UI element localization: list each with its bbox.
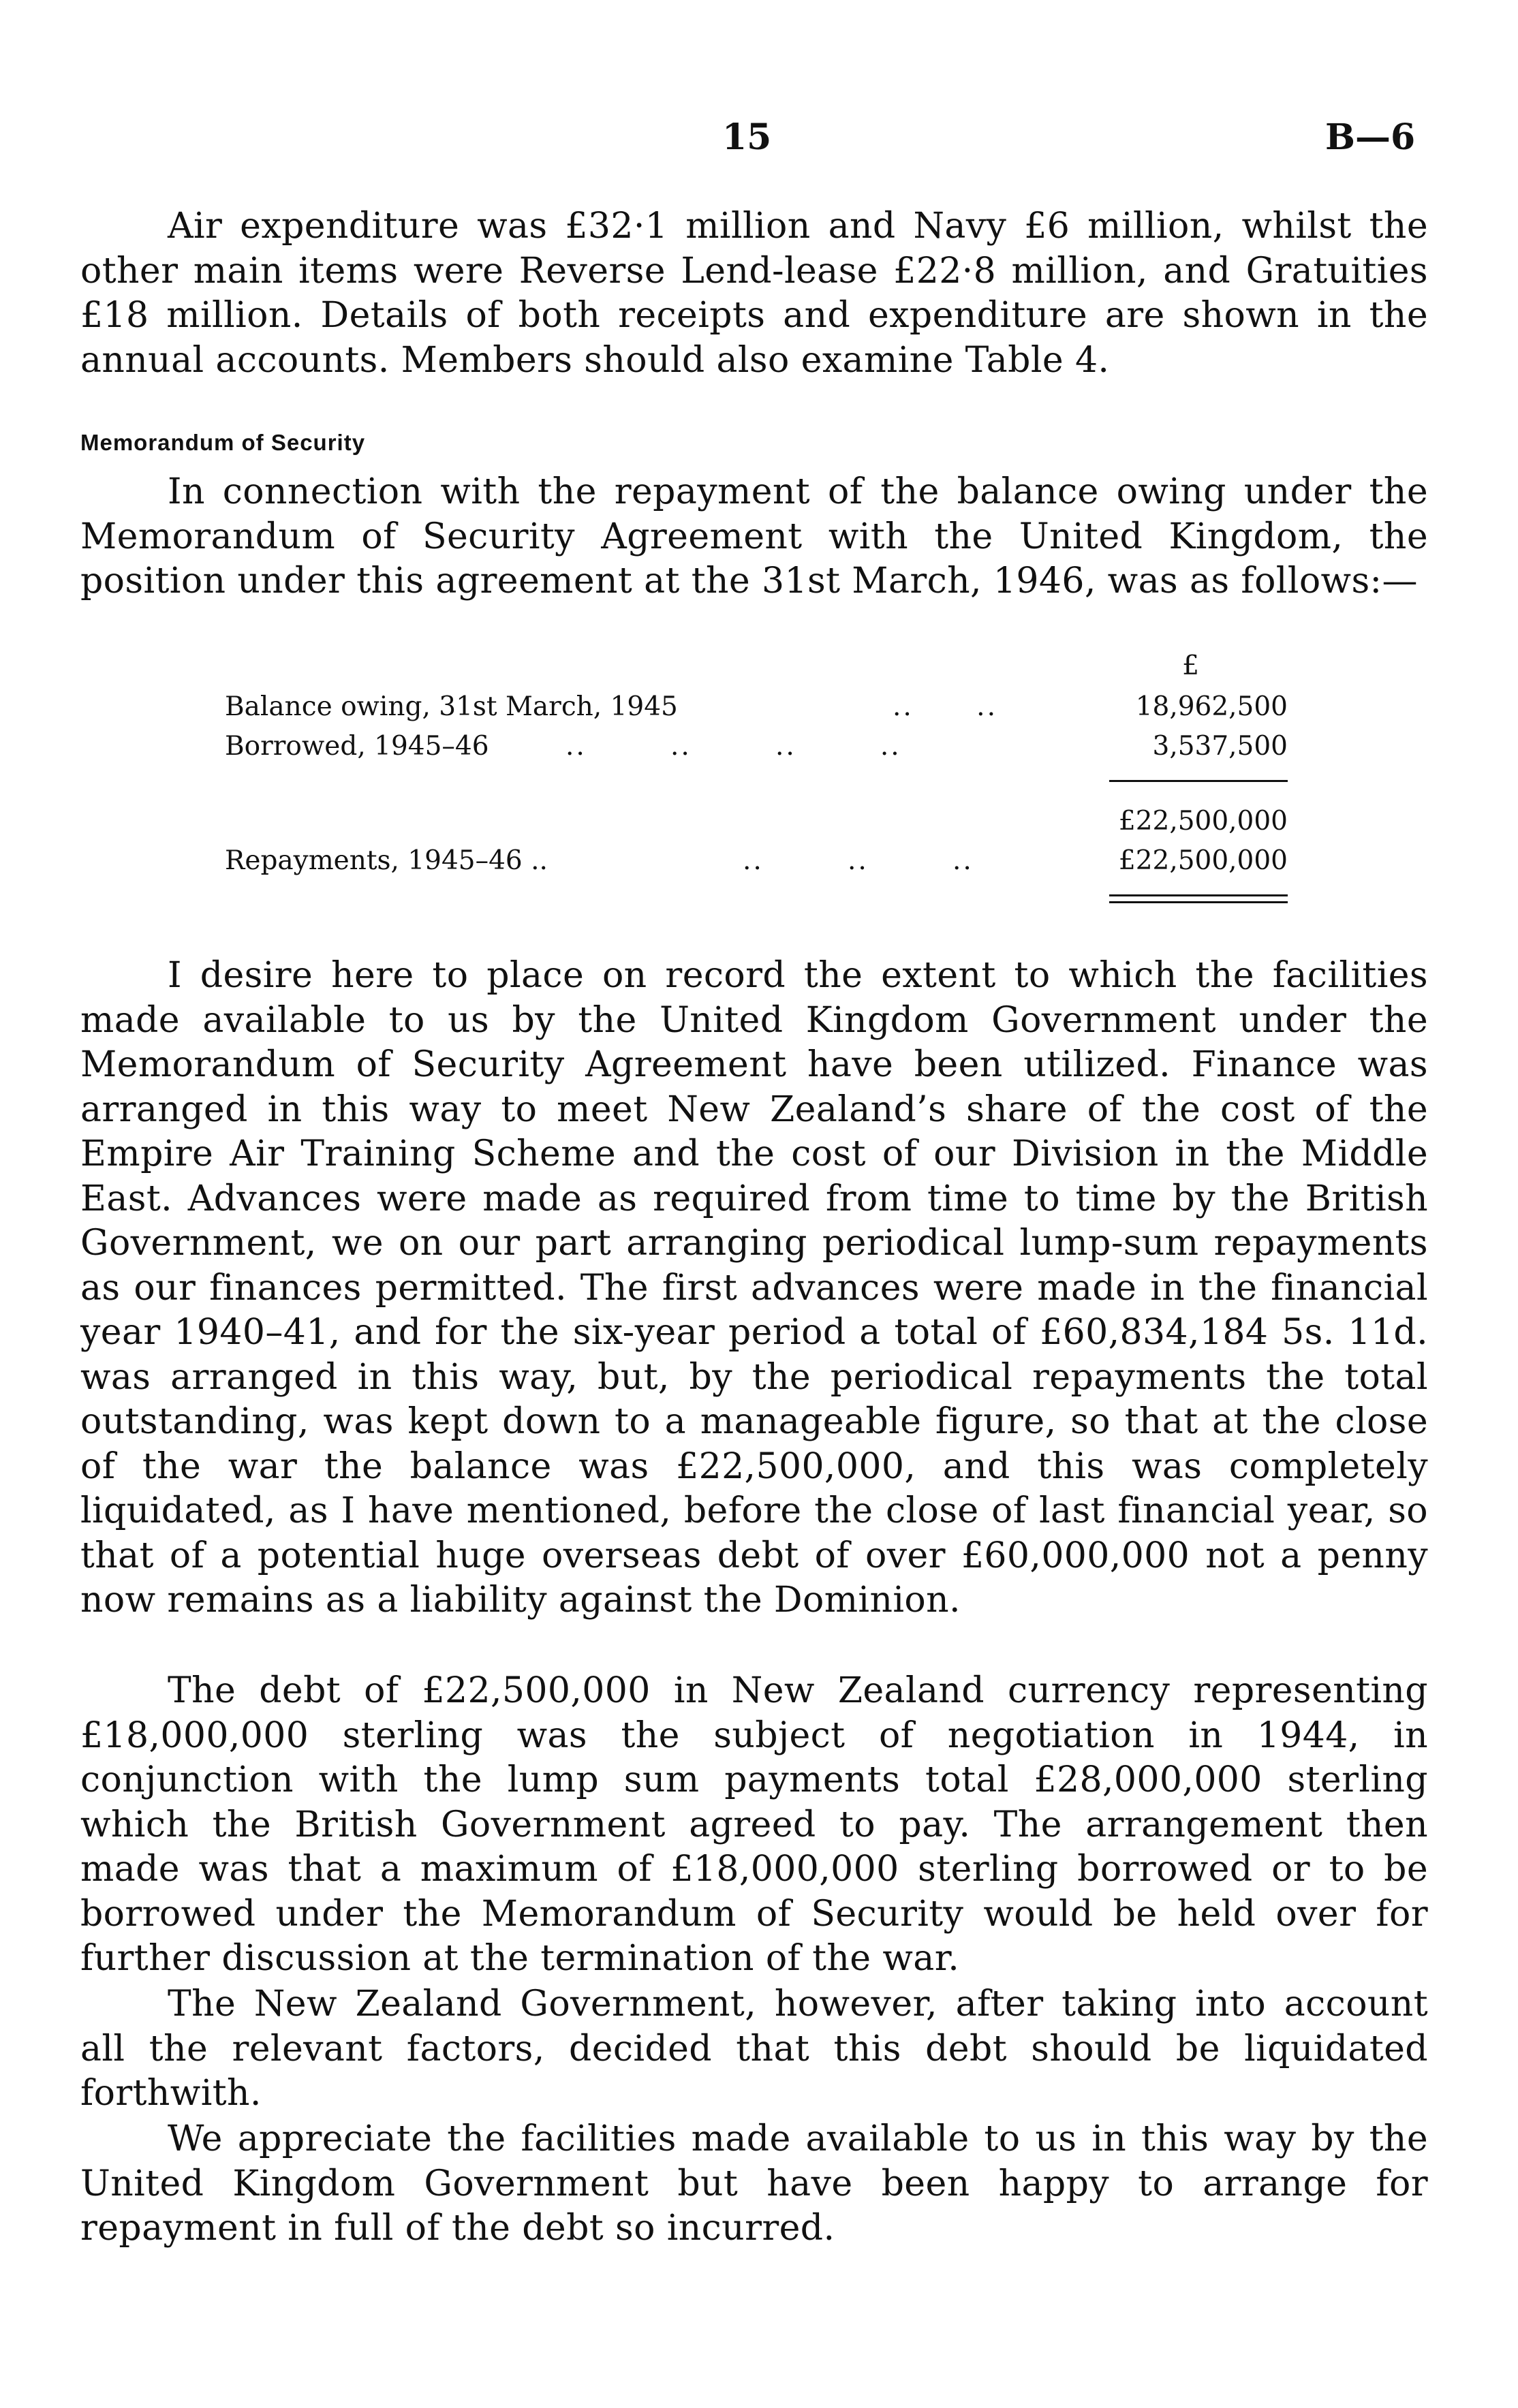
document-reference: B—6 bbox=[1325, 116, 1416, 158]
row-leader-dots: .. .. .. bbox=[743, 845, 974, 876]
paragraph-memorandum-intro: In connection with the repayment of the balance owing under the Memorandum of Security Agreement with the United Kingdom, the position under this agreement at the 31st March, 1946, was as follows:— bbox=[80, 471, 1428, 601]
currency-header: £ bbox=[1182, 651, 1199, 681]
row-value: 18,962,500 bbox=[1135, 691, 1288, 722]
paragraph-air-expenditure: Air expenditure was £32·1 million and Navy £6 million, whilst the other main items were Reverse Lend-lease £22·8 million, and Gratuities £18 million. Details of both receipts and expenditure are shown in the annual accounts. Members should also examine Table 4. bbox=[80, 206, 1428, 381]
total-double-rule-top bbox=[1109, 894, 1288, 896]
paragraph-facilities: I desire here to place on record the extent to which the facilities made available to us by the United Kingdom Government under the Memorandum of Security Agreement have been utilized. Finance was arranged in this way to meet New Zealand’s share of the cost of the Empire Air Training Scheme and the cost of our Division in the Middle East. Advances were made as required from time to time by the British Government, we on our part arranging periodical lump-sum repayments as our finances permitted. The first advances were made in the financial year 1940–41, and for the six-year period a total of £60,834,184 5s. 11d. was arranged in this way, but, by the periodical repayments the total outstanding, was kept down to a manageable figure, so that at the close of the war the balance was £22,500,000, and this was completely liquidated, as I have mentioned, before the close of last financial year, so that of a potential huge overseas debt of over £60,000,000 not a penny now remains as a liability against the Dominion. bbox=[80, 955, 1428, 1621]
page-number: 15 bbox=[722, 116, 772, 158]
table-currency-header-row bbox=[225, 651, 1288, 685]
paragraph-appreciation: We appreciate the facilities made available to us in this way by the United Kingdom Government but have been happy to arrange for repayment in full of the debt so incurred. bbox=[80, 2118, 1428, 2249]
paragraph-nz-government: The New Zealand Government, however, after taking into account all the relevant factors, decided that this debt should be liquidated forthwith. bbox=[80, 1984, 1428, 2114]
row-value: £22,500,000 bbox=[1118, 845, 1288, 876]
row-leader-dots: .. .. .. .. bbox=[566, 731, 901, 762]
table-row bbox=[225, 845, 1288, 879]
paragraph-debt-negotiation: The debt of £22,500,000 in New Zealand currency representing £18,000,000 sterling was the subject of negotiation in 1944, in conjunction with the lump sum payments total £28,000,000 sterling which the British Government agreed to pay. The arrangement then made was that a maximum of £18,000,000 sterling borrowed or to be borrowed under the Memorandum of Security would be held over for further discussion at the termination of the war. bbox=[80, 1670, 1428, 1979]
section-heading: Memorandum of Security bbox=[80, 430, 366, 455]
row-leader-dots: .. .. bbox=[893, 691, 997, 722]
row-label: Balance owing, 31st March, 1945 bbox=[225, 691, 678, 722]
table-row bbox=[225, 731, 1288, 765]
row-value: 3,537,500 bbox=[1152, 731, 1288, 762]
row-label: Borrowed, 1945–46 bbox=[225, 731, 489, 762]
row-value: £22,500,000 bbox=[1118, 806, 1288, 836]
subtotal-rule bbox=[1109, 780, 1288, 782]
table-row bbox=[225, 691, 1288, 725]
table-row bbox=[225, 806, 1288, 840]
row-label: Repayments, 1945–46 .. bbox=[225, 845, 548, 876]
total-double-rule-bottom bbox=[1109, 901, 1288, 903]
